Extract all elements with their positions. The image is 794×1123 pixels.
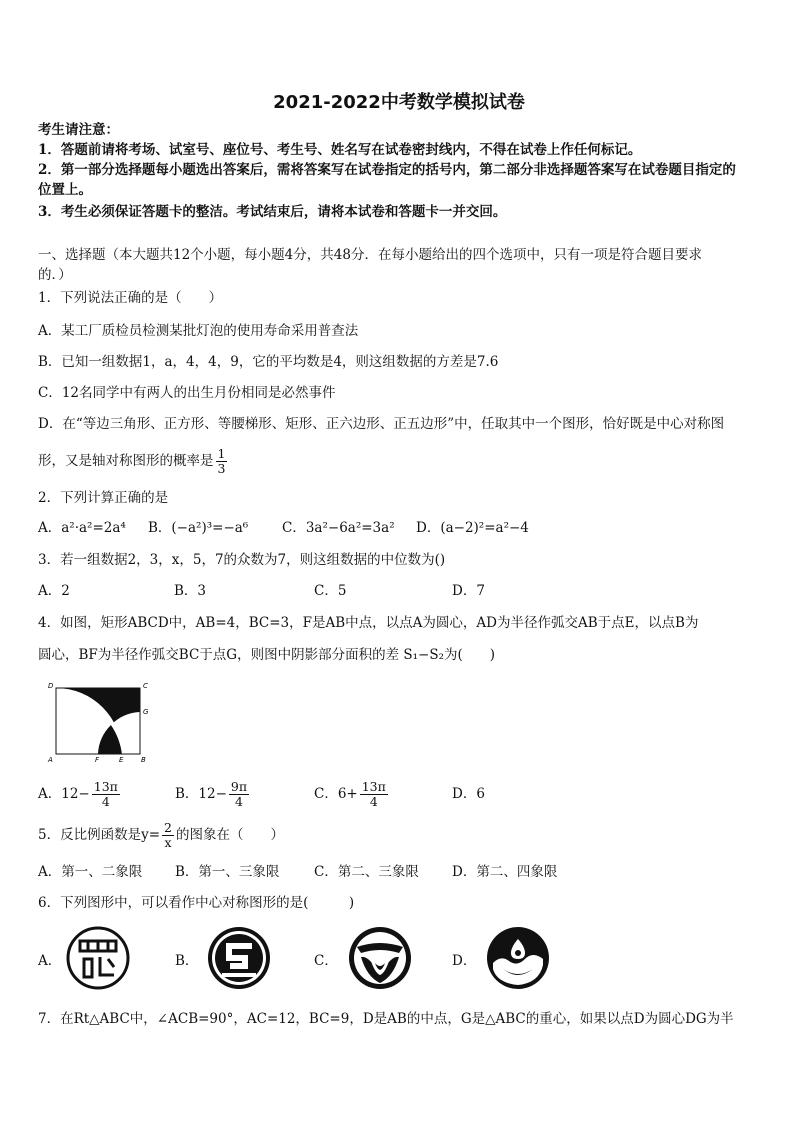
q6-options xyxy=(38,925,760,995)
label-g: G xyxy=(143,708,149,716)
q4-a-prefix: A．12− xyxy=(38,786,90,802)
q4-option-b xyxy=(175,776,251,812)
q3-option-d: D．7 xyxy=(452,583,485,599)
label-f: F xyxy=(95,756,100,764)
q7-line1: 7．在Rt△ABC中，∠ACB=90°，AC=12，BC=9，D是AB的中点，G是△ABC的重心，如果以点D为圆心DG为半 xyxy=(38,1011,734,1027)
emblem-d-icon xyxy=(485,925,551,991)
notice-item-2-cont: 位置上。 xyxy=(38,182,92,198)
q5-option-d: D．第二、四象限 xyxy=(452,864,558,880)
rectangle-arcs-figure xyxy=(46,680,158,768)
q4-c-fraction xyxy=(360,780,388,809)
q5-stem-suffix: 的图象在（ ） xyxy=(175,827,284,843)
fraction-denominator: 3 xyxy=(217,461,226,476)
q4-a-fraction xyxy=(92,780,120,809)
q2-option-b: B．(−a²)³=−a⁶ xyxy=(148,520,249,536)
q2-stem: 2．下列计算正确的是 xyxy=(38,490,169,506)
fraction-numerator: 1 xyxy=(217,446,226,461)
q2-option-c: C．3a²−6a²=3a² xyxy=(282,520,395,536)
label-b: B xyxy=(141,756,146,764)
q4-b-fraction xyxy=(229,780,249,809)
q4-options xyxy=(38,776,760,812)
label-e: E xyxy=(119,756,124,764)
q1-option-b: B．已知一组数据1，a，4，4，9，它的平均数是4，则这组数据的方差是7.6 xyxy=(38,354,499,370)
section-heading-1: 一、选择题（本大题共12个小题，每小题4分，共48分．在每小题给出的四个选项中，只有一项是符合题目要求 xyxy=(38,247,702,263)
q4-b-prefix: B．12− xyxy=(175,786,227,802)
q4-line1: 4．如图，矩形ABCD中，AB=4，BC=3，F是AB中点，以点A为圆心，AD为半径作弧交AB于点E，以点B为 xyxy=(38,615,699,631)
label-c: C xyxy=(143,682,148,690)
q6-stem: 6．下列图形中，可以看作中心对称图形的是( ) xyxy=(38,895,355,911)
q3-option-a: A．2 xyxy=(38,583,70,599)
emblem-a-icon xyxy=(64,925,132,991)
fraction-numerator: 2 xyxy=(164,820,172,835)
notice-heading: 考生请注意： xyxy=(38,122,119,138)
q3-option-c: C．5 xyxy=(314,583,347,599)
q5-stem-prefix: 5．反比例函数是y= xyxy=(38,827,161,843)
q1-stem: 1．下列说法正确的是（ ） xyxy=(38,290,223,306)
q1-option-d-line1: D．在“等边三角形、正方形、等腰梯形、矩形、正六边形、正五边形”中，任取其中一个图形，恰好既是中心对称图 xyxy=(38,416,725,432)
q2-option-d: D．(a−2)²=a²−4 xyxy=(416,520,529,536)
fraction-numerator: 9π xyxy=(230,779,248,794)
fraction-denominator: 4 xyxy=(369,794,378,809)
page-title: 2021-2022中考数学模拟试卷 xyxy=(273,92,525,113)
q4-option-a xyxy=(38,776,122,812)
q1-option-d-text: 形，又是轴对称图形的概率是 xyxy=(38,453,214,469)
fraction-denominator: 4 xyxy=(235,794,243,809)
label-d: D xyxy=(48,682,54,690)
notice-item-1: 1．答题前请将考场、试室号、座位号、考生号、姓名写在试卷密封线内，不得在试卷上作任何标记。 xyxy=(38,142,642,158)
q6-option-c-label: C． xyxy=(314,953,338,969)
q2-option-a: A．a²·a²=2a⁴ xyxy=(38,520,126,536)
notice-item-2: 2．第一部分选择题每小题选出答案后，需将答案写在试卷指定的括号内，第二部分非选择题答案写在试卷题目指定的 xyxy=(38,162,736,178)
q5-option-b: B．第一、三象限 xyxy=(175,864,280,880)
q1-option-d-line2 xyxy=(38,444,760,478)
q3-stem: 3．若一组数据2，3，x，5，7的众数为7，则这组数据的中位数为() xyxy=(38,552,446,568)
q4-line2: 圆心，BF为半径作弧交BC于点G，则图中阴影部分面积的差 S₁−S₂为( ) xyxy=(38,647,496,663)
fraction-numerator: 13π xyxy=(93,779,118,794)
q5-option-c: C．第二、三象限 xyxy=(314,864,419,880)
q4-c-prefix: C．6+ xyxy=(314,786,358,802)
q6-option-a-label: A． xyxy=(38,953,62,969)
fraction-denominator: 4 xyxy=(101,794,110,809)
q6-option-d-label: D． xyxy=(452,953,477,969)
notice-item-3: 3．考生必须保证答题卡的整洁。考试结束后，请将本试卷和答题卡一并交回。 xyxy=(38,204,507,220)
q6-option-b-label: B． xyxy=(175,953,199,969)
q5-fraction xyxy=(162,821,174,850)
section-heading-2: 的．） xyxy=(38,267,72,283)
q4-option-c xyxy=(314,776,390,812)
q1-probability-fraction xyxy=(216,447,228,476)
q5-option-a: A．第一、二象限 xyxy=(38,864,143,880)
emblem-b-icon xyxy=(206,925,272,991)
q1-option-a: A．某工厂质检员检测某批灯泡的使用寿命采用普查法 xyxy=(38,323,359,339)
q3-option-b: B．3 xyxy=(174,583,207,599)
q1-option-c: C．12名同学中有两人的出生月份相同是必然事件 xyxy=(38,385,336,401)
fraction-numerator: 13π xyxy=(361,779,386,794)
emblem-c-icon xyxy=(347,925,413,991)
q4-option-d: D．6 xyxy=(452,786,485,802)
fraction-denominator: x xyxy=(164,835,172,850)
label-a: A xyxy=(48,756,53,764)
q5-stem xyxy=(38,818,760,852)
